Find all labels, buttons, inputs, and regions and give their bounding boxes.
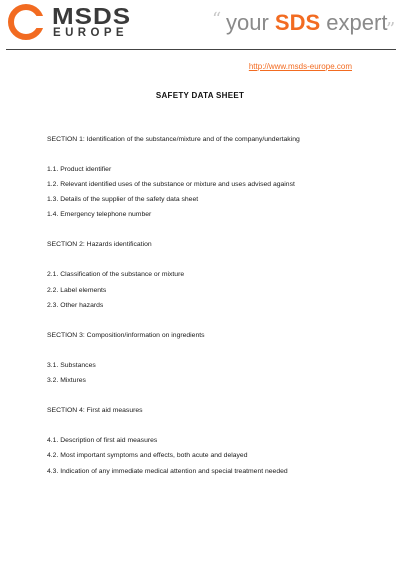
subsection-item: 2.1. Classification of the substance or mixture <box>47 271 185 278</box>
close-quote-icon: ” <box>386 19 396 40</box>
subsection-item: 4.2. Most important symptoms and effects, both acute and delayed <box>47 452 248 459</box>
subsection-item: 1.4. Emergency telephone number <box>47 211 152 218</box>
tagline-highlight: SDS <box>274 10 321 35</box>
logo-brand-text: MSDS <box>52 2 132 30</box>
section-heading: SECTION 2: Hazards identification <box>47 241 152 248</box>
subsection-item: 2.3. Other hazards <box>47 302 104 309</box>
tagline-suffix: expert <box>320 10 388 35</box>
tagline-prefix: your <box>226 10 275 35</box>
msds-europe-logo[interactable] <box>6 2 141 42</box>
open-quote-icon: “ <box>212 9 222 30</box>
header-divider <box>6 49 396 50</box>
tagline <box>212 10 387 36</box>
subsection-item: 1.1. Product identifier <box>47 166 112 173</box>
subsection-item: 4.3. Indication of any immediate medical attention and special treatment needed <box>47 468 288 475</box>
logo-mark-icon <box>6 2 50 42</box>
subsection-item: 3.1. Substances <box>47 362 96 369</box>
section-heading: SECTION 4: First aid measures <box>47 407 143 414</box>
subsection-item: 1.3. Details of the supplier of the safety data sheet <box>47 196 199 203</box>
subsection-item: 2.2. Label elements <box>47 287 107 294</box>
subsection-item: 4.1. Description of first aid measures <box>47 437 158 444</box>
page-header <box>0 0 400 48</box>
website-link[interactable]: http://www.msds-europe.com <box>248 62 352 71</box>
document-title: SAFETY DATA SHEET <box>155 91 245 100</box>
subsection-item: 3.2. Mixtures <box>47 377 86 384</box>
subsection-item: 1.2. Relevant identified uses of the substance or mixture and uses advised against <box>47 181 295 188</box>
section-heading: SECTION 3: Composition/information on ingredients <box>47 332 205 339</box>
logo-sub-text: EUROPE <box>53 27 128 39</box>
section-heading: SECTION 1: Identification of the substance/mixture and of the company/undertaking <box>47 136 300 143</box>
